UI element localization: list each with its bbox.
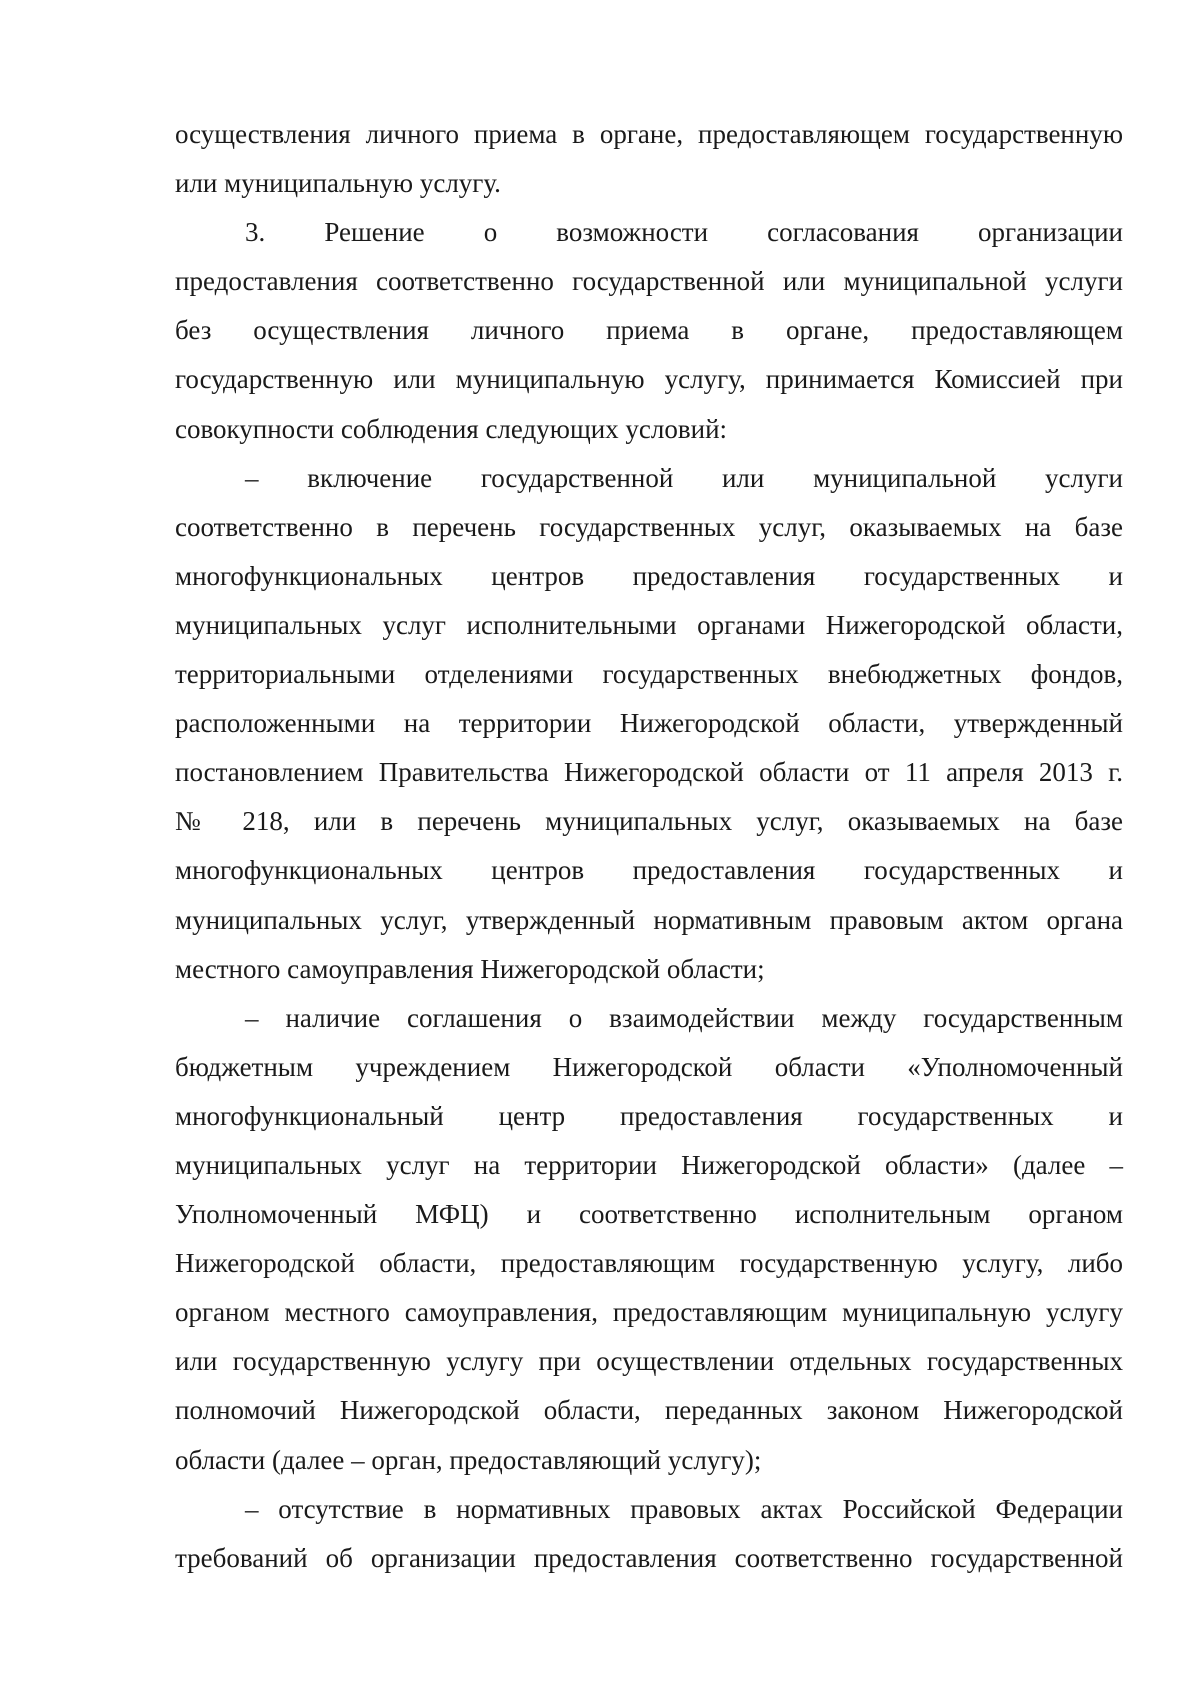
text-line: местного самоуправления Нижегородской области; [175, 953, 765, 984]
text-line: муниципальных услуг на территории Нижегородской области» (далее – [175, 1149, 1123, 1180]
text-line: Нижегородской области, предоставляющим государственную услугу, либо [175, 1248, 1123, 1279]
text-line: 3. Решение о возможности согласования организации [245, 217, 1123, 248]
text-line: многофункциональных центров предоставления государственных и [175, 560, 1123, 591]
text-line: – отсутствие в нормативных правовых актах Российской Федерации [245, 1493, 1123, 1524]
document-body [175, 110, 1123, 1583]
text-line: предоставления соответственно государственной или муниципальной услуги [175, 266, 1123, 297]
text-line: или государственную услугу при осуществлении отдельных государственных [175, 1346, 1123, 1377]
text-line: – включение государственной или муниципальной услуги [245, 462, 1123, 493]
text-line: бюджетным учреждением Нижегородской области «Уполномоченный [175, 1051, 1123, 1082]
text-line: муниципальных услуг, утвержденный нормативным правовым актом органа [175, 904, 1123, 935]
text-line: № 218, или в перечень муниципальных услуг, оказываемых на базе [175, 806, 1123, 837]
text-line: многофункциональных центров предоставления государственных и [175, 855, 1123, 886]
text-line: соответственно в перечень государственных услуг, оказываемых на базе [175, 511, 1123, 542]
text-line: территориальными отделениями государственных внебюджетных фондов, [175, 659, 1123, 690]
text-line: государственную или муниципальную услугу, принимается Комиссией при [175, 364, 1123, 395]
text-line: осуществления личного приема в органе, предоставляющем государственную [175, 119, 1123, 149]
text-line: полномочий Нижегородской области, переданных законом Нижегородской [175, 1395, 1123, 1426]
text-line: постановлением Правительства Нижегородской области от 11 апреля 2013 г. [175, 757, 1123, 788]
text-line: или муниципальную услугу. [175, 168, 501, 199]
text-line: без осуществления личного приема в органе, предоставляющем [175, 315, 1123, 346]
text-line: органом местного самоуправления, предоставляющим муниципальную услугу [175, 1297, 1123, 1328]
text-line: – наличие соглашения о взаимодействии между государственным [245, 1002, 1123, 1033]
text-line: расположенными на территории Нижегородской области, утвержденный [175, 708, 1123, 739]
text-line: муниципальных услуг исполнительными органами Нижегородской области, [175, 609, 1123, 640]
text-line: области (далее – орган, предоставляющий услугу); [175, 1444, 762, 1475]
text-line: требований об организации предоставления соответственно государственной [175, 1542, 1123, 1573]
text-line: совокупности соблюдения следующих условий: [175, 413, 728, 444]
text-line: Уполномоченный МФЦ) и соответственно исполнительным органом [175, 1199, 1123, 1230]
text-line: многофункциональный центр предоставления государственных и [175, 1100, 1123, 1131]
